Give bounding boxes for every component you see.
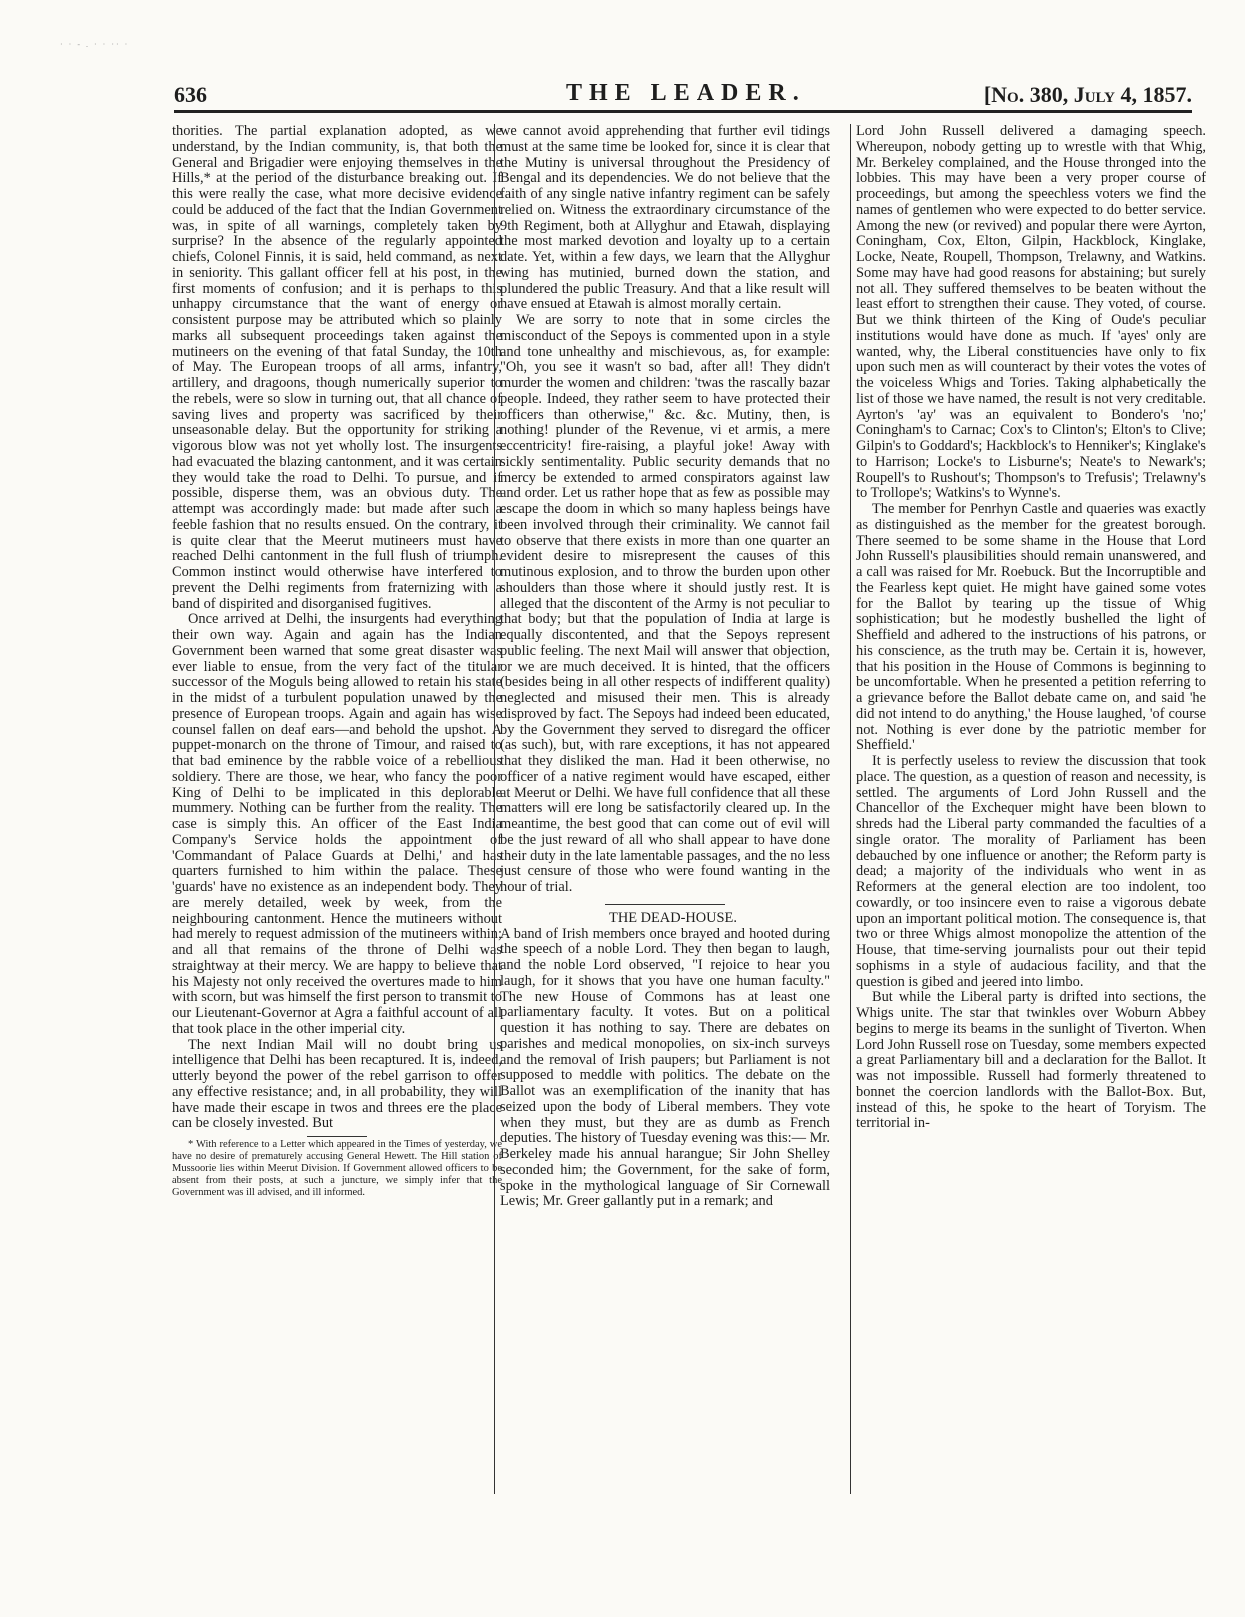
paragraph: Once arrived at Delhi, the insurgents had everything their own way. Again and again has the Indian Government been warned that some great disaster was ever liable to ensue, from the very fact of the titular successor of the Moguls being allowed to retain his state in the midst of a turbulent population unawed by the presence of European troops. Again and again has wise counsel fallen on deaf ears—and behold the upshot. A puppet-monarch on the throne of Timour, and raised to that bad eminence by the rabble voice of a rebellious soldiery. There are those, we hear, who fancy the poor King of Delhi to be implicated in this deplorable mummery. Nothing can be further from the reality. The case is simply this. An officer of the East India Company's Service holds the appointment of 'Commandant of Palace Guards at Delhi,' and has quarters furnished to him within the palace. These 'guards' have no existence as an independent body. They are merely detailed, week by week, from the neighbouring cantonment. Hence the mutineers without had merely to request admission of the mutineers within; and all that remains of the throne of Delhi was straightway at their mercy. We are happy to believe that his Majesty not only received the overtures made to him with scorn, but was himself the first person to transmit to our Lieutenant-Governor at Agra a faithful account of all that took place in the other imperial city. <box>172 611 502 1037</box>
paragraph: Lord John Russell delivered a damaging speech. Whereupon, nobody getting up to wrestle with that Whig, Mr. Berkeley complained, and the House thronged into the lobbies. This may have been a very proper course of proceedings, but among the speechless voters we find the names of gentlemen who were expected to do better service. Among the new (or revived) and popular there were Ayrton, Coningham, Cox, Elton, Gilpin, Hackblock, Kinglake, Locke, Neate, Roupell, Thompson, Trelawny, and Watkins. Some may have had good reasons for abstaining; but surely not all. They suffered themselves to be beaten without the least effort to strengthen their cause. They voted, of course. But we think thirteen of the King of Oude's peculiar institutions would have done as much. If 'ayes' only are wanted, why, the Liberal constituencies have only to fix upon such men as will counteract by their votes the votes of the voiceless Whigs and Tories. Taking alphabetically the list of those we have named, the result is not very creditable. Ayrton's 'ay' was an equivalent to Bondero's 'no;' Coningham's to Carnac; Cox's to Clinton's; Elton's to Clive; Gilpin's to Goddard's; Hackblock's to Henniker's; Kinglake's to Harrison; Locke's to Lisburne's; Neate's to Newark's; Roupell's to Rushout's; Thompson's to Trefusis'; Trelawny's to Trollope's; Watkins's to Wynne's. <box>856 124 1206 502</box>
header-rule <box>174 110 1192 113</box>
section-heading: THE DEAD-HOUSE. <box>609 909 737 926</box>
page-number: 636 <box>174 82 207 107</box>
paragraph: thorities. The partial explanation adopted, as we understand, by the Indian community, is, that both the General and Brigadier were enjoying themselves in the Hills,* at the period of the disturbance breaking out. If this were really the case, what more decisive evidence could be adduced of the fact that the Indian Government was, in spite of all warnings, completely taken by surprise? In the absence of the regularly appointed chiefs, Colonel Finnis, it is said, held command, as next in seniority. This gallant officer fell at his post, in the first moments of confusion; and it is perhaps to this unhappy circumstance that the want of energy or consistent purpose may be attributed which so plainly marks all subsequent proceedings taken against the mutineers on the evening of that fatal Sunday, the 10th of May. The European troops of all arms, infantry, artillery, and dragoons, though numerically superior to the rebels, were so slow in turning out, that all chance of saving lives and property was sacrificed by their unseasonable delay. But the opportunity for striking a vigorous blow was not yet wholly lost. The insurgents had evacuated the blazing cantonment, and it was certain they would take the road to Delhi. To pursue, and if possible, disperse them, was an obvious duty. The attempt was accordingly made: but made after such a feeble fashion that no results ensued. On the contrary, it is quite clear that the Meerut mutineers must have reached Delhi cantonment in the full flush of triumph. Common instinct would otherwise have interfered to prevent the Delhi regiments from fraternizing with a band of dispirited and disorganised fugitives. <box>172 124 502 612</box>
paragraph: It is perfectly useless to review the discussion that took place. The question, as a question of reason and necessity, is settled. The arguments of Lord John Russell and the Chancellor of the Exchequer might have been blown to shreds had the Liberal party commanded the faculties of a single orator. The morality of Parliament has been debauched by one influence or another; the Reform party is dead; a majority of the individuals who went in as Reformers at the general election are too indolent, too cowardly, or too insincere even to raise a vigorous debate upon an important political motion. The consequence is, that two or three Whigs almost monopolize the attention of the House, that time-serving journalists pour out their tepid sophisms in a style of audacious facility, and that the question is gibed and jeered into limbo. <box>856 753 1206 990</box>
paragraph: A band of Irish members once brayed and hooted during the speech of a noble Lord. They then began to laugh, and the noble Lord observed, "I rejoice to hear you laugh, for it shows that you have one human faculty." The new House of Commons has at least one parliamentary faculty. It votes. But on a political question it has nothing to say. There are debates on parishes and medical monopolies, on six-inch surveys and the removal of Irish paupers; but Parliament is not supposed to meddle with politics. The debate on the Ballot was an exemplification of the inanity that has seized upon the body of Liberal members. They vote when they must, but they are as dumb as French deputies. The history of Tuesday evening was this:— Mr. Berkeley made his annual harangue; Sir John Shelley seconded him; the Government, for the sake of form, spoke in the mythological language of Sir Cornewall Lewis; Mr. Greer gallantly put in a remark; and <box>500 925 830 1210</box>
column-1 <box>172 124 502 1494</box>
masthead-title: THE LEADER. <box>566 80 806 106</box>
section-divider <box>605 904 725 905</box>
paragraph: We are sorry to note that in some circles the misconduct of the Sepoys is commented upon in a style and tone unhealthy and mischievous, as, for example: "Oh, you see it wasn't so bad, after all! They didn't murder the women and children: 'twas the rascally bazar people. Indeed, they rather seem to have protected their officers than otherwise," &c. &c. Mutiny, then, is nothing! plunder of the Revenue, vi et armis, a mere eccentricity! fire-raising, a playful joke! Away with sickly sentimentality. Public security demands that no mercy be extended to armed conspirators against law and order. Let us rather hope that as few as possible may escape the doom in which so many hapless beings have been involved through their criminality. We cannot fail to observe that there exists in more than one quarter an evident desire to misrepresent the causes of this mutinous explosion, and to throw the burden upon other shoulders than those where it should justly rest. It is alleged that the discontent of the Army is not peculiar to that body; but that the population of India at large is equally discontented, and that the Sepoys represent public feeling. The next Mail will answer that objection, or we are much deceived. It is hinted, that the officers (besides being in all other respects of indifferent quality) neglected and misused their men. This is already disproved by fact. The Sepoys had indeed been educated, by the Government they served to disregard the officer (as such), but, with rare exceptions, it has not appeared that they disliked the man. Had it been otherwise, no officer of a native regiment would have escaped, either at Meerut or Delhi. We have full confidence that all these matters will ere long be satisfactorily cleared up. In the meantime, the best good that can come out of evil will be the just reward of all who shall appear to have done their duty in the late lamentable passages, and the no less just censure of those who were found wanting in the hour of trial. <box>500 312 830 895</box>
column-2 <box>500 124 830 1494</box>
column-divider <box>494 124 495 1494</box>
footnote: * With reference to a Letter which appeared in the Times of yesterday, we have no desire of prematurely accusing General Hewett. The Hill station of Mussoorie lies within Meerut Division. If Government allowed officers to be absent from their posts, at such a juncture, we simply infer that the Government was ill advised, and ill informed. <box>172 1139 502 1198</box>
page-header <box>174 78 1192 108</box>
paragraph: we cannot avoid apprehending that further evil tidings must at the same time be looked for, since it is clear that the Mutiny is universal throughout the Presidency of Bengal and its dependencies. We do not believe that the faith of any single native infantry regiment can be safely relied on. Witness the extraordinary circumstance of the 9th Regiment, both at Allyghur and Etawah, displaying the most marked devotion and loyalty up to a certain date. Yet, within a few days, we learn that the Allyghur wing has mutinied, burned down the station, and plundered the public Treasury. And that a like result will have ensued at Etawah is almost morally certain. <box>500 124 830 313</box>
paragraph: But while the Liberal party is drifted into sections, the Whigs unite. The star that twinkles over Woburn Abbey begins to merge its beams in the sunlight of Tiverton. When Lord John Russell rose on Tuesday, some members expected a great Parliamentary bill and a declaration for the Ballot. It was not impossible. Russell had formerly threatened to bonnet the coercion landlords with the Ballot-Box. But, instead of this, he spoke to the heart of Toryism. The territorial in- <box>856 989 1206 1132</box>
paragraph: The next Indian Mail will no doubt bring us intelligence that Delhi has been recaptured. It is, indeed, utterly beyond the power of the rebel garrison to offer any effective resistance; and, in all probability, they will have made their escape in twos and threes ere the place can be closely invested. But <box>172 1036 502 1132</box>
paragraph: The member for Penrhyn Castle and quaeries was exactly as distinguished as the member for the greatest borough. There seemed to be some shame in the House that Lord John Russell's plausibilities should remain unanswered, and a call was raised for Mr. Roebuck. But the Incorruptible and the Fearless kept quiet. He might have gained some votes for the Ballot by tearing up the tissue of Whig sophistication; but he modestly bushelled the light of Sheffield and adhered to the instructions of his patrons, or his conscience, as the truth may be. Certain it is, however, that his position in the House of Commons is beginning to be uncomfortable. When he presented a petition referring to a grievance before the Ballot debate came on, and said 'he did not intend to do anything,' the House laughed, 'of course not. Nothing is ever done by the patriotic member for Sheffield.' <box>856 501 1206 754</box>
scan-noise: · · - . · · ·· · <box>60 40 130 49</box>
column-divider <box>850 124 851 1494</box>
column-3 <box>856 124 1206 1494</box>
footnote-divider <box>307 1136 367 1137</box>
issue-info: [No. 380, July 4, 1857. <box>983 82 1192 107</box>
